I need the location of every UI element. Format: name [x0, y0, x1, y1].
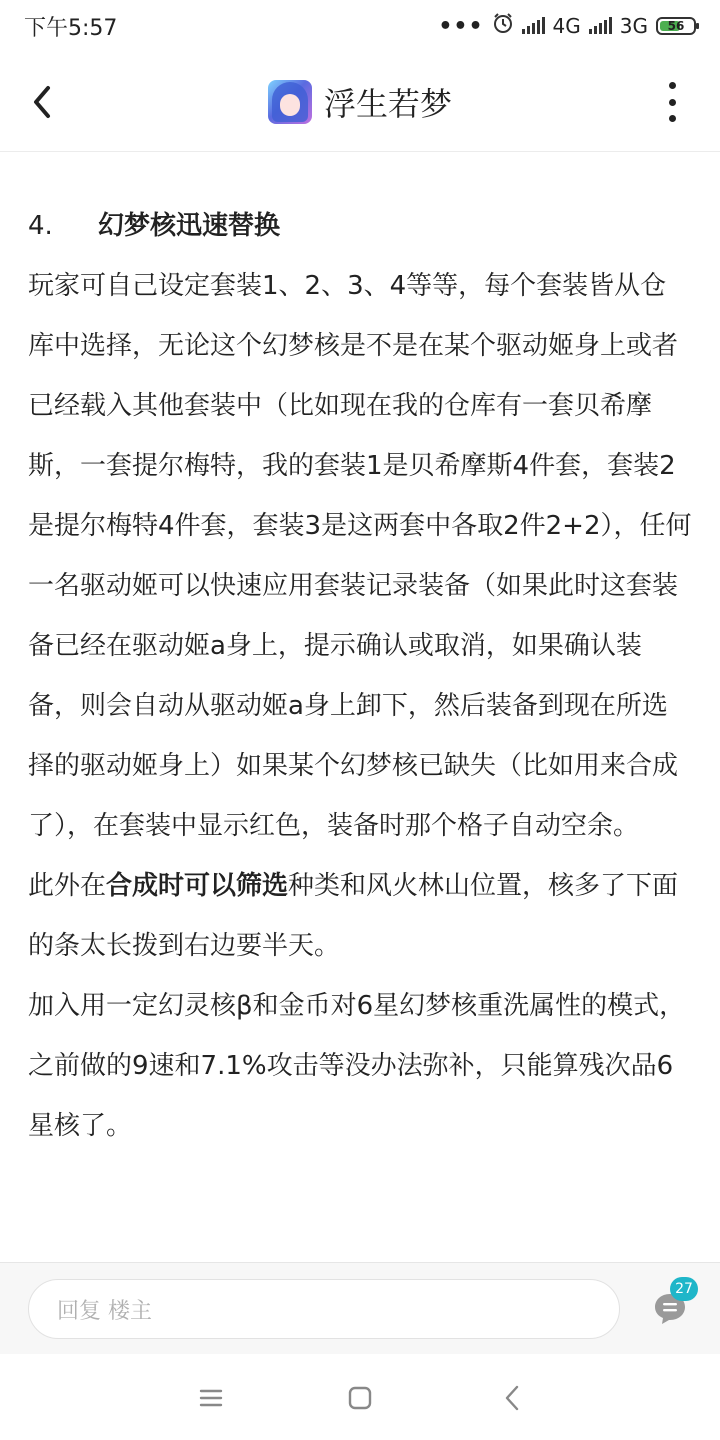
network-type-1: 4G: [552, 14, 581, 38]
battery-icon: [656, 17, 696, 35]
heading-number: 4.: [28, 211, 53, 241]
paragraph-3: 加入用一定幻灵核β和金币对6星幻梦核重洗属性的模式，之前做的9速和7.1%攻击等没办法弥补，只能算残次品6星核了。: [28, 991, 686, 1141]
menu-icon: [199, 1388, 223, 1408]
paragraph-1: 玩家可自己设定套装1、2、3、4等等，每个套装皆从仓库中选择，无论这个幻梦核是不是在某个驱动姬身上或者已经载入其他套装中（比如现在我的仓库有一套贝希摩斯，一套提尔梅特，我的套装1是贝希摩斯4件套，套装2是提尔梅特4件套，套装3是这两套中各取2件2+2），任何一名驱动姬可以快速应用套装记录装备（如果此时这套装备已经在驱动姬a身上，提示确认或取消，如果确认装备，则会自动从驱动姬a身上卸下，然后装备到现在所选择的驱动姬身上）如果某个幻梦核已缺失（比如用来合成了），在套装中显示红色，装备时那个格子自动空余。: [28, 271, 692, 841]
paragraph-2: [28, 856, 692, 976]
reply-input[interactable]: 回复 楼主: [28, 1279, 620, 1339]
app-header: [0, 52, 720, 152]
section-heading: [28, 196, 692, 256]
menu-button[interactable]: [193, 1380, 229, 1416]
system-back-button[interactable]: [494, 1380, 530, 1416]
triangle-back-icon: [503, 1385, 521, 1411]
status-bar: [0, 0, 720, 52]
status-icons: [438, 12, 696, 40]
square-home-icon: [348, 1386, 372, 1410]
header-title-group: [0, 52, 720, 152]
signal-icon-2: [589, 18, 612, 34]
paragraph-2-prefix: 此外在: [28, 871, 107, 901]
heading-text: 幻梦核迅速替换: [98, 211, 281, 241]
home-button[interactable]: [342, 1380, 378, 1416]
status-time: 下午5:57: [24, 15, 118, 41]
reply-bar: [0, 1262, 720, 1354]
paragraph-2-bold: 合成时可以筛选: [106, 871, 289, 901]
signal-icon: [522, 18, 545, 34]
battery-level: 56: [667, 19, 685, 33]
post-content: [28, 196, 692, 1156]
system-nav-bar: [0, 1354, 720, 1440]
page-title: 浮生若梦: [323, 85, 452, 123]
comment-count-badge: 27: [670, 1277, 698, 1301]
paragraph-2-suffix: 种类和风火林山位置，核多了下面的条太长拨到右边要半天。: [28, 871, 679, 961]
network-type-2: 3G: [619, 14, 648, 38]
avatar[interactable]: [268, 80, 312, 124]
more-vertical-icon: [669, 82, 676, 89]
notification-dots: •••: [438, 13, 484, 39]
alarm-icon: [492, 12, 514, 40]
more-options-button[interactable]: [660, 82, 684, 122]
